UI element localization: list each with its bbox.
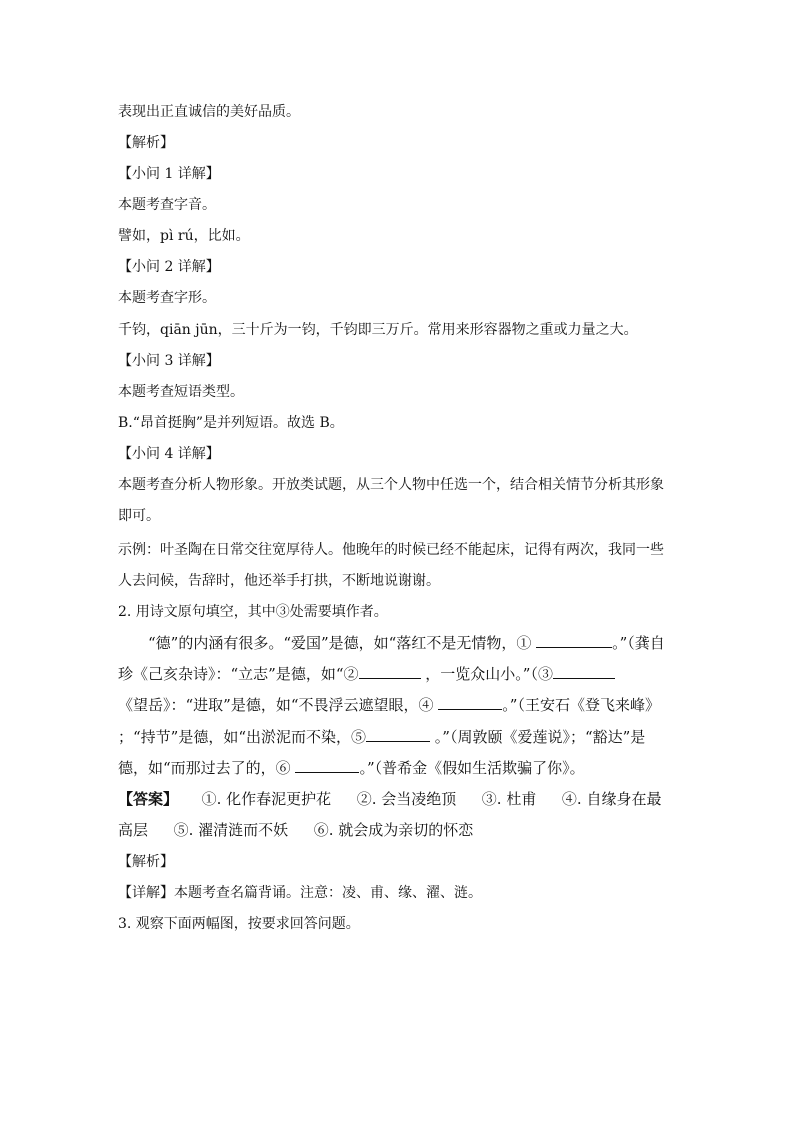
blank-5 <box>366 727 430 742</box>
answer-item: 高层 <box>118 821 149 839</box>
question-3-prompt: 3. 观察下面两幅图，按要求回答问题。 <box>118 916 360 932</box>
text-line: 即可。 <box>118 508 160 524</box>
analysis-heading: 【解析】 <box>118 854 174 870</box>
blank-1 <box>536 633 612 648</box>
text-line: 千钧，qiān jūn，三十斤为一钧，千钧即三万斤。常用来形容器物之重或力量之大。 <box>118 322 638 338</box>
passage-row <box>148 633 665 653</box>
detail-line: 【详解】本题考查名篇背诵。注意：凌、甫、缘、濯、涟。 <box>118 885 482 901</box>
text-line: 本题考查短语类型。 <box>118 384 244 400</box>
answer-label: 【答案】 <box>118 790 179 808</box>
text-line: 示例：叶圣陶在日常交往宽厚待人。他晚年的时候已经不能起床，记得有两次，我同一些 <box>118 542 664 558</box>
answer-item: ⑤. 濯清涟而不妖 <box>173 821 289 839</box>
text-line: 表现出正直诚信的美好品质。 <box>118 104 300 120</box>
answer-item: ②. 会当凌绝顶 <box>356 790 457 808</box>
blank-6 <box>295 758 359 773</box>
blank-2 <box>359 664 421 679</box>
passage-text: 。”（普希金《假如生活欺骗了你》。 <box>359 759 585 777</box>
passage-row <box>118 727 645 747</box>
passage-text: 。”（龚自 <box>612 634 665 652</box>
text-line: 本题考查字形。 <box>118 290 216 306</box>
text-line: 本题考查字音。 <box>118 197 216 213</box>
answer-item: ③. 杜甫 <box>481 790 537 808</box>
passage-row <box>118 758 585 778</box>
answer-item: ④. 自缘身在最 <box>561 790 662 808</box>
passage-text: 德，如“而那过去了的，⑥ <box>118 759 291 777</box>
passage-row <box>118 695 660 715</box>
subquestion-heading: 【小问 1 详解】 <box>118 166 220 182</box>
subquestion-heading: 【小问 4 详解】 <box>118 446 220 462</box>
subquestion-heading: 【小问 2 详解】 <box>118 259 220 275</box>
answer-item: ①. 化作春泥更护花 <box>201 790 332 808</box>
answer-item: ⑥. 就会成为亲切的怀恋 <box>313 821 474 839</box>
passage-row <box>118 664 615 684</box>
answer-row <box>118 789 661 809</box>
blank-4 <box>438 695 502 710</box>
passage-text: ，一览众山小。”（③ <box>425 665 553 683</box>
passage-text: 。”（周敦颐《爱莲说》；“豁达”是 <box>434 728 646 746</box>
analysis-heading: 【解析】 <box>118 135 174 151</box>
passage-text: ；“持节”是德，如“出淤泥而不染，⑤ <box>118 728 367 746</box>
text-line: 本题考查分析人物形象。开放类试题，从三个人物中任选一个，结合相关情节分析其形象 <box>118 477 664 493</box>
answer-row <box>118 820 473 840</box>
passage-text: 《望岳》：“进取”是德，如“不畏浮云遮望眼，④ <box>118 696 434 714</box>
passage-text: 珍《己亥杂诗》：“立志”是德，如“② <box>118 665 359 683</box>
subquestion-heading: 【小问 3 详解】 <box>118 353 220 369</box>
text-line: 人去问候，告辞时，他还举手打拱，不断地说谢谢。 <box>118 573 440 589</box>
passage-text: 。”（王安石《登飞来峰》 <box>502 696 660 714</box>
text-line: B.“昂首挺胸”是并列短语。故选 B。 <box>118 415 344 431</box>
passage-text: “德”的内涵有很多。“爱国”是德，如“落红不是无情物，① <box>148 634 532 652</box>
text-line: 譬如，pì rú，比如。 <box>118 228 250 244</box>
question-2-prompt: 2. 用诗文原句填空，其中③处需要填作者。 <box>118 604 388 620</box>
blank-3 <box>553 664 615 679</box>
